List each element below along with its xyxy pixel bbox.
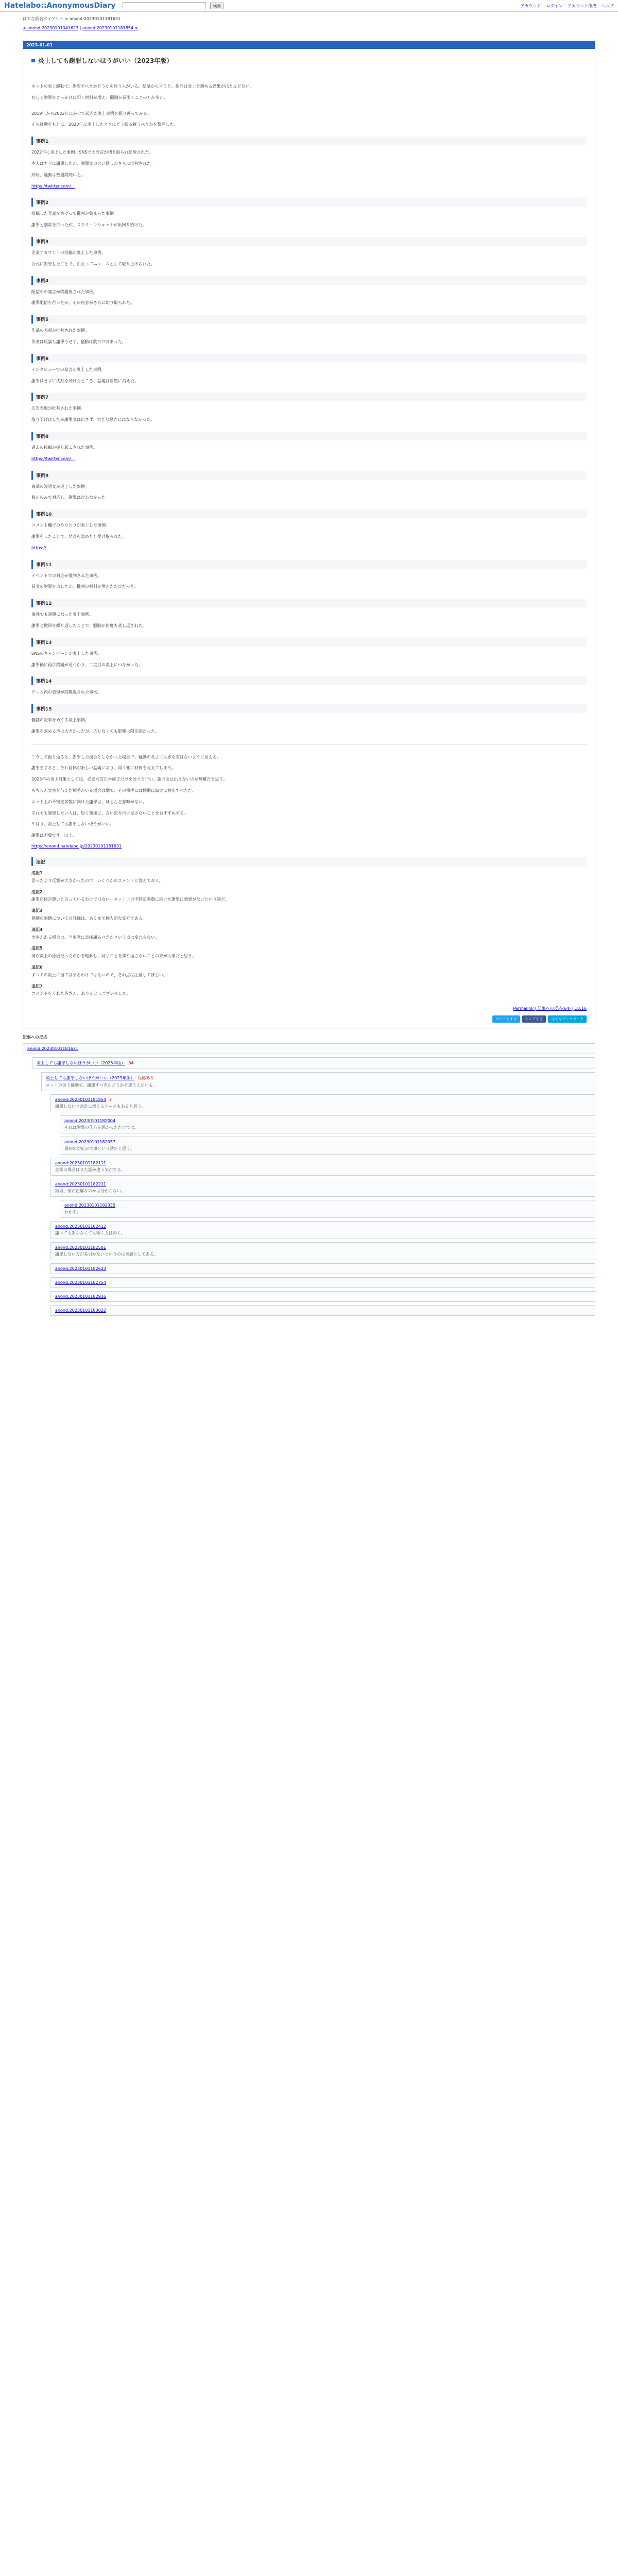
section-paragraph: 作品の表現が批判された事例。 <box>31 328 89 333</box>
reaction-link[interactable]: anond:20230101182916 <box>55 1294 106 1299</box>
intro-paragraph: 2019年から2022年にかけて起きた炎上事例を振り返ってみる。 <box>31 111 151 116</box>
entry-body <box>31 83 587 1023</box>
entry <box>23 41 595 1028</box>
section-heading: 事例9 <box>31 471 587 480</box>
section-heading: 事例14 <box>31 676 587 685</box>
entry-title-text[interactable]: 炎上しても謝罪しないほうがいい（2023年版） <box>38 57 173 64</box>
note-text: 思ったより反響が大きかったので、いくつかのコメントに答えておく。 <box>31 878 163 883</box>
breadcrumb-path: はてな匿名ダイアリー > anond:20230101181631 <box>23 16 121 21</box>
reaction-excerpt: 企業の場合はまた話が違う気がする。 <box>55 1167 125 1173</box>
top-bar <box>0 0 618 12</box>
note-text: 謝罪自体が悪いと言っているわけではない。ネット上の不特定多数に向けた謝罪に効果がないという話だ。 <box>31 897 229 902</box>
section-paragraph: 過去の投稿が掘り起こされた事例。 <box>31 445 97 450</box>
top-links <box>521 3 614 9</box>
reaction-excerpt: わかる。 <box>64 1210 81 1215</box>
section-heading: 事例12 <box>31 599 587 607</box>
reaction-node <box>50 1094 595 1112</box>
reaction-link[interactable]: anond:20230101182633 <box>55 1266 106 1272</box>
reaction-link[interactable]: anond:20230101182111 <box>55 1161 106 1166</box>
reaction-node <box>60 1137 595 1155</box>
divider <box>31 744 587 745</box>
reaction-node <box>41 1072 595 1091</box>
reaction-node <box>50 1291 595 1302</box>
closing-paragraph: 2023年の炎上対策としては、必要な訂正や修正だけを淡々と行い、謝罪文は出さないのが無難だと思う。 <box>31 777 228 782</box>
title-square-icon <box>31 59 35 62</box>
reaction-count: 反応あり <box>138 1076 154 1081</box>
section-paragraph: 公式に謝罪したことで、かえってニュースとして取り上げられた。 <box>31 261 155 266</box>
reaction-excerpt: 謝罪しないと余計に燃えるケースもあると思う。 <box>55 1104 146 1109</box>
permalink-url[interactable]: https://anond.hatelabo.jp/20230101181631 <box>31 844 122 849</box>
section-heading: 事例8 <box>31 432 587 440</box>
entry-date: 2023-01-01 <box>23 41 595 49</box>
reaction-node <box>50 1158 595 1176</box>
section-heading: 事例5 <box>31 315 587 324</box>
entry-meta[interactable]: Permalink | 記事への反応(64) | 18:16 <box>513 1006 587 1011</box>
reaction-count: 2 <box>109 1097 112 1103</box>
note-label: 追記2 <box>31 889 43 894</box>
note-label: 追記7 <box>31 984 43 989</box>
reaction-node <box>60 1115 595 1133</box>
section-paragraph: 商品の説明文が炎上した事例。 <box>31 484 89 489</box>
section-link[interactable]: https://... <box>31 545 50 550</box>
section-paragraph: イベントでの対応が批判された事例。 <box>31 573 101 578</box>
intro-paragraph: ネットの炎上騒動で、謝罪すべきかどうかを迷う人がいる。結論から言うと、謝罪は炎上を鎮める効果がほとんどない。 <box>31 84 254 89</box>
closing-paragraph: 謝罪は不要です。以上。 <box>31 833 77 838</box>
section-paragraph: 投稿した写真をめぐって批判が集まった事例。 <box>31 211 118 216</box>
breadcrumb: はてな匿名ダイアリー > anond:20230101181631 < anond:20230101041623 | anond:20230101181854 > <box>0 12 618 35</box>
entry-footer <box>31 1006 587 1011</box>
tweet-button[interactable]: ツイートする <box>492 1015 520 1023</box>
section-paragraph: 修正のみで対応し、謝罪は行わなかった。 <box>31 495 110 500</box>
reaction-node <box>50 1221 595 1239</box>
reaction-node <box>50 1263 595 1274</box>
help-link[interactable]: ヘルプ <box>602 3 614 8</box>
reaction-node <box>50 1179 595 1197</box>
reaction-node <box>50 1242 595 1260</box>
reaction-count: 64 <box>128 1061 134 1066</box>
reaction-excerpt: 最初の対応が大事という話だと思う。 <box>64 1146 134 1151</box>
link-paragraph <box>31 456 587 463</box>
reaction-link[interactable]: 炎上しても謝罪しないほうがいい（2023年版） <box>46 1076 135 1081</box>
closing-paragraph: もちろん実害を与えた相手がいる場合は別で、その相手には個別に誠実に対応すべきだ。 <box>31 788 196 793</box>
section-paragraph: 謝罪配信を行ったが、その内容がさらに切り取られた。 <box>31 300 134 306</box>
entry-title <box>31 56 587 65</box>
closing-paragraph: こうして振り返ると、謝罪した場合としなかった場合で、騒動の長さに大きな差はないように見える。 <box>31 754 221 759</box>
next-entry-link[interactable]: anond:20230101181854 > <box>82 26 139 30</box>
section-paragraph: 企業アカウントの投稿が炎上した事例。 <box>31 250 106 255</box>
section-paragraph: 謝罪を求める声は大きかったが、応じなくても影響は限定的だった。 <box>31 728 159 734</box>
link-paragraph <box>31 545 587 552</box>
reaction-link[interactable]: anond:20230101181631 <box>27 1046 78 1052</box>
section-paragraph: 雑誌の記事をめぐる炎上事例。 <box>31 718 89 723</box>
section-paragraph: SNSのキャンペーンが炎上した事例。 <box>31 651 101 656</box>
reaction-link[interactable]: anond:20230101182412 <box>55 1224 106 1229</box>
reaction-link[interactable]: anond:20230101182211 <box>55 1182 106 1187</box>
notes-heading: 追記 <box>31 857 587 866</box>
section-heading: 事例3 <box>31 237 587 246</box>
reaction-link[interactable]: anond:20230101182501 <box>55 1245 106 1250</box>
site-logo[interactable]: Hatelabo::AnonymousDiary <box>4 2 116 10</box>
closing-paragraph: それでも謝罪したい人は、短く簡潔に、言い訳を付け足さないことをおすすめする。 <box>31 810 188 816</box>
closing-paragraph: ネット上の不特定多数に向けた謝罪は、ほとんど意味がない。 <box>31 799 147 804</box>
section-paragraph: コメント欄でのやりとりが炎上した事例。 <box>31 523 110 528</box>
note-label: 追記3 <box>31 908 43 913</box>
section-paragraph: 結局、騒動は数週間続いた。 <box>31 172 85 177</box>
closing-paragraph: 謝罪をすると、それ自体が新しい話題になり、叩く側に材料を与えてしまう。 <box>31 766 176 771</box>
note-label: 追記6 <box>31 965 43 970</box>
search-button[interactable]: 検索 <box>210 3 224 9</box>
search-input[interactable] <box>123 2 206 9</box>
section-paragraph: 謝罪後に再び問題が見つかり、二度目の炎上につながった。 <box>31 662 143 667</box>
section-paragraph: 海外でも話題になった炎上事例。 <box>31 612 93 617</box>
share-buttons <box>31 1015 587 1023</box>
note-text: すべての炎上に当てはまるわけではないので、その点は注意してほしい。 <box>31 972 167 977</box>
section-heading: 事例7 <box>31 393 587 401</box>
closing-paragraph: やはり、炎上しても謝罪しないほうがいい。 <box>31 822 114 827</box>
section-heading: 事例13 <box>31 638 587 647</box>
reaction-node <box>32 1057 595 1069</box>
section-heading: 事例15 <box>31 704 587 713</box>
section-paragraph: 謝罪と撤回を繰り返したことで、騒動が何度も蒸し返された。 <box>31 623 147 628</box>
reaction-tree-heading: 記事への反応 <box>23 1035 47 1040</box>
facebook-share-button[interactable]: シェアする <box>522 1015 546 1023</box>
section-heading: 事例4 <box>31 276 587 285</box>
reaction-link[interactable]: anond:20230101182754 <box>55 1280 106 1285</box>
note-label: 追記4 <box>31 927 43 932</box>
note-text: 個別の事例についての評価は、あくまで個人的な見方である。 <box>31 916 147 921</box>
account-link[interactable]: アカウント <box>520 3 541 8</box>
section-heading: 事例6 <box>31 354 587 363</box>
section-paragraph: 取り下げはしたが謝罪文は出さず、大きな騒ぎにはならなかった。 <box>31 417 155 422</box>
reaction-excerpt: 謝罪しない方が長引かないというのは実感としてある。 <box>55 1252 158 1257</box>
login-link[interactable]: ログイン <box>546 3 563 8</box>
section-heading: 事例2 <box>31 198 587 207</box>
section-paragraph: 謝罪はせずに沈黙を続けたところ、話題は自然に消えた。 <box>31 378 139 383</box>
section-paragraph: 広告表現が批判された事例。 <box>31 406 85 411</box>
link-paragraph <box>31 183 587 190</box>
section-paragraph: 謝罪と削除を行ったが、スクリーンショットが出回り続けた。 <box>31 223 147 228</box>
reaction-excerpt: それは謝罪の仕方が悪かっただけでは。 <box>64 1125 139 1130</box>
section-link[interactable]: https://twitter.com/... <box>31 456 75 461</box>
section-paragraph: 長文の謝罪を出したが、批判の材料が増えただけだった。 <box>31 584 139 589</box>
note-text: 何が炎上の原因だったのかを理解し、同じことを繰り返さないことの方が大事だと思う。 <box>31 954 196 959</box>
section-heading: 事例1 <box>31 137 587 145</box>
section-heading: 事例10 <box>31 510 587 518</box>
note-text: 実害がある場合は、当事者に直接謝るべきだという点は変わらない。 <box>31 935 159 940</box>
note-label: 追記1 <box>31 871 43 876</box>
reaction-excerpt: 謝っても謝らなくても叩く人は叩く。 <box>55 1231 125 1236</box>
section-paragraph: ゲーム内の表現が問題視された事例。 <box>31 690 101 695</box>
reaction-link[interactable]: 炎上しても謝罪しないほうがいい（2023年版） <box>37 1061 126 1066</box>
section-paragraph: 配信中の発言が問題視された事例。 <box>31 289 97 294</box>
reaction-node <box>60 1200 595 1218</box>
reaction-tree <box>23 1035 595 1316</box>
intro-paragraph: むしろ謝罪をきっかけに叩く材料が増え、騒動が長引くことの方が多い。 <box>31 95 168 100</box>
hatena-bookmark-button[interactable]: はてなブックマーク <box>548 1015 587 1023</box>
reaction-excerpt: ネットの炎上騒動で、謝罪すべきかどうかを迷う人がいる。 <box>46 1083 157 1088</box>
reaction-excerpt: 結局、何が正解なのかは分からない。 <box>55 1189 125 1194</box>
reaction-node <box>23 1043 595 1054</box>
section-paragraph: 本人はすぐに謝罪したが、謝罪文の言い回しがさらに批判された。 <box>31 161 155 166</box>
section-paragraph: 謝罪をしたことで、発言を認めたと受け取られた。 <box>31 534 126 539</box>
reaction-node <box>50 1305 595 1316</box>
reaction-link[interactable]: anond:20230101182335 <box>64 1203 115 1208</box>
section-paragraph: 2022年に炎上した事例。SNSでの発言が切り取られ拡散された。 <box>31 150 153 155</box>
reaction-link[interactable]: anond:20230101183022 <box>55 1308 106 1313</box>
section-heading: 事例11 <box>31 560 587 569</box>
reaction-link[interactable]: anond:20230101182057 <box>64 1140 115 1145</box>
reaction-node <box>50 1277 595 1288</box>
reaction-link[interactable]: anond:20230101182004 <box>64 1118 115 1124</box>
reaction-link[interactable]: anond:20230101181854 <box>55 1097 106 1103</box>
section-paragraph: インタビューでの発言が炎上した事例。 <box>31 367 106 372</box>
section-link[interactable]: https://twitter.com/... <box>31 183 75 189</box>
section-paragraph: 作者は反論も謝罪もせず、騒動は数日で収まった。 <box>31 339 126 344</box>
note-label: 追記5 <box>31 946 43 951</box>
prev-entry-link[interactable]: < anond:20230101041623 <box>23 26 79 30</box>
signup-link[interactable]: アカウント作成 <box>568 3 596 8</box>
intro-paragraph: その経験をもとに、2023年に炎上したときにどう振る舞うべきかを整理した。 <box>31 122 178 127</box>
note-text: コメントをくれた皆さん、ありがとうございました。 <box>31 991 131 996</box>
